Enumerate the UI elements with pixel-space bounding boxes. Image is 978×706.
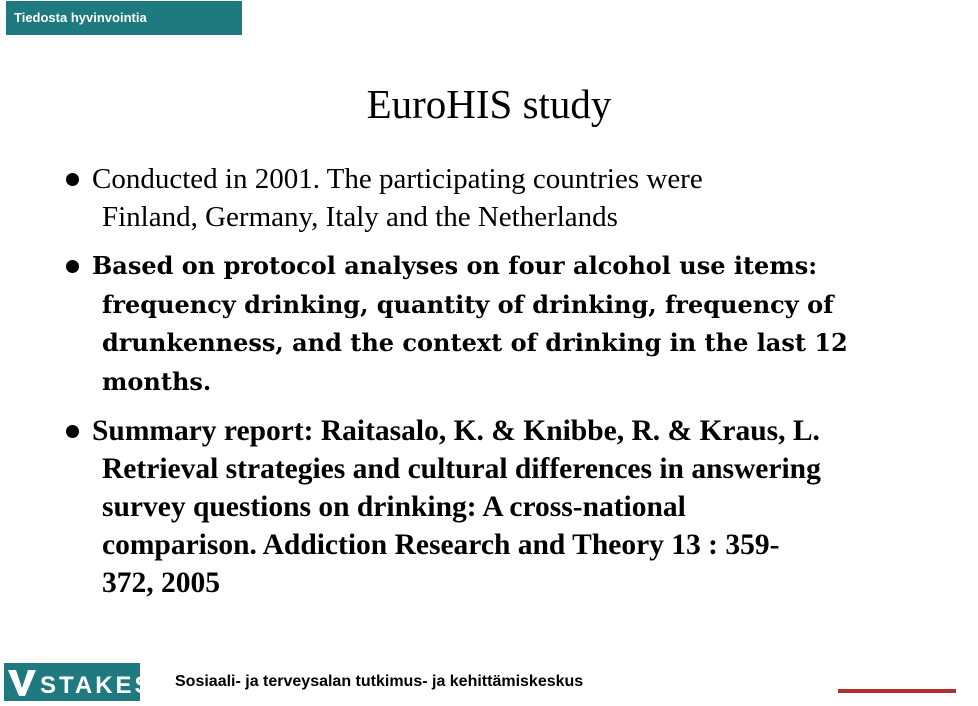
slide-title: EuroHIS study bbox=[366, 81, 612, 127]
footer-accent-rule bbox=[838, 689, 956, 693]
bullet-line: Conducted in 2001. The participating countries were bbox=[92, 163, 703, 195]
logo-wordmark: STAKES bbox=[40, 672, 154, 699]
bullet-line: survey questions on drinking: A cross-national bbox=[102, 491, 686, 523]
bullet-line: comparison. Addiction Research and Theory 13 : 359- bbox=[102, 529, 780, 561]
bullet-line: drunkenness, and the context of drinking in the last 12 bbox=[102, 328, 848, 357]
bullet-line: Retrieval strategies and cultural differences in answering bbox=[102, 453, 821, 485]
bullet-line: Finland, Germany, Italy and the Netherlands bbox=[102, 201, 618, 233]
bullet-line: frequency drinking, quantity of drinking, frequency of bbox=[102, 289, 834, 319]
bullet-line: Summary report: Raitasalo, K. & Knibbe, R. & Kraus, L. bbox=[92, 415, 820, 447]
bullet-line: months. bbox=[102, 366, 212, 396]
bullet-line: Based on protocol analyses on four alcohol use items: bbox=[92, 251, 818, 280]
bullet-line: 372, 2005 bbox=[102, 567, 220, 599]
bullet-dot-icon bbox=[66, 173, 79, 186]
bullet-list bbox=[0, 160, 960, 613]
bullet-item bbox=[0, 412, 960, 602]
institute-name: Sosiaali- ja terveysalan tutkimus- ja kehittämiskeskus bbox=[175, 673, 584, 690]
header-tab-label: Tiedosta hyvinvointia bbox=[14, 10, 147, 25]
bullet-dot-icon bbox=[66, 260, 79, 273]
logo-chevron-mark bbox=[8, 670, 36, 696]
header-tab bbox=[6, 1, 242, 35]
bullet-item bbox=[0, 160, 960, 236]
stakes-logo bbox=[4, 663, 154, 701]
bullet-item bbox=[0, 247, 960, 401]
stakes-logo-icon bbox=[4, 663, 154, 701]
bullet-dot-icon bbox=[66, 425, 79, 438]
